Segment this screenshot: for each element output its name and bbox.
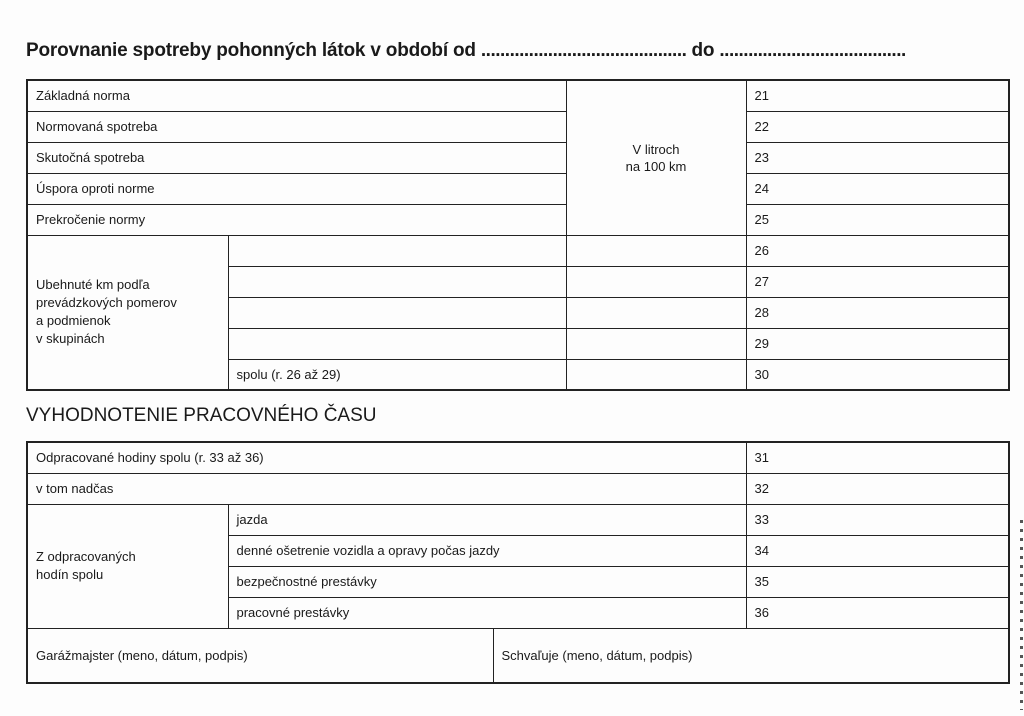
table-row bbox=[27, 235, 1009, 266]
signature-row bbox=[27, 628, 1009, 683]
row-label: Úspora oproti norme bbox=[27, 173, 566, 204]
row-label: Normovaná spotreba bbox=[27, 111, 566, 142]
km-label-line: Ubehnuté km podľa bbox=[36, 277, 150, 293]
fuel-consumption-table bbox=[26, 79, 1010, 391]
row-number[interactable]: 29 bbox=[746, 328, 1009, 359]
row-number[interactable]: 30 bbox=[746, 359, 1009, 390]
km-group-field[interactable] bbox=[228, 297, 566, 328]
row-label: Základná norma bbox=[27, 80, 566, 111]
section-heading: VYHODNOTENIE PRACOVNÉHO ČASU bbox=[26, 405, 377, 426]
row-number[interactable]: 32 bbox=[746, 473, 1009, 504]
table-row bbox=[27, 80, 1009, 111]
row-number[interactable]: 36 bbox=[746, 597, 1009, 628]
date-from-field[interactable]: ........................................... bbox=[480, 40, 687, 61]
row-number[interactable]: 22 bbox=[746, 111, 1009, 142]
row-number[interactable]: 26 bbox=[746, 235, 1009, 266]
row-label: jazda bbox=[228, 504, 746, 535]
km-label-line: a podmienok bbox=[36, 313, 111, 329]
row-number[interactable]: 21 bbox=[746, 80, 1009, 111]
table-row bbox=[27, 111, 1009, 142]
row-label: bezpečnostné prestávky bbox=[228, 566, 746, 597]
page-edge-marks bbox=[1020, 520, 1023, 710]
row-label: Prekročenie normy bbox=[27, 204, 566, 235]
unit-cell bbox=[566, 80, 746, 235]
row-number[interactable]: 27 bbox=[746, 266, 1009, 297]
km-group-field[interactable] bbox=[228, 328, 566, 359]
row-label: v tom nadčas bbox=[27, 473, 746, 504]
km-value-field[interactable] bbox=[566, 328, 746, 359]
km-label-line: v skupinách bbox=[36, 331, 105, 347]
row-label: Odpracované hodiny spolu (r. 33 až 36) bbox=[27, 442, 746, 473]
row-number[interactable]: 28 bbox=[746, 297, 1009, 328]
hours-label-line: hodín spolu bbox=[36, 567, 104, 582]
garage-master-signature-field[interactable]: Garážmajster (meno, dátum, podpis) bbox=[27, 628, 493, 683]
row-number[interactable]: 34 bbox=[746, 535, 1009, 566]
table-row bbox=[27, 442, 1009, 473]
approver-signature-field[interactable]: Schvaľuje (meno, dátum, podpis) bbox=[493, 628, 1009, 683]
km-total-label: spolu (r. 26 až 29) bbox=[228, 359, 566, 390]
hours-label-line: Z odpracovaných bbox=[36, 549, 136, 564]
km-total-field[interactable] bbox=[566, 359, 746, 390]
title-text: Porovnanie spotreby pohonných látok v období od bbox=[26, 40, 476, 61]
row-number[interactable]: 35 bbox=[746, 566, 1009, 597]
date-to-field[interactable]: ....................................... bbox=[719, 40, 906, 61]
table-row bbox=[27, 204, 1009, 235]
table-row bbox=[27, 504, 1009, 535]
km-value-field[interactable] bbox=[566, 266, 746, 297]
row-label: denné ošetrenie vozidla a opravy počas jazdy bbox=[228, 535, 746, 566]
table-row bbox=[27, 173, 1009, 204]
table-row bbox=[27, 473, 1009, 504]
form-title bbox=[26, 40, 906, 62]
km-group-field[interactable] bbox=[228, 266, 566, 297]
row-label: pracovné prestávky bbox=[228, 597, 746, 628]
unit-line: na 100 km bbox=[625, 158, 687, 174]
row-number[interactable]: 23 bbox=[746, 142, 1009, 173]
unit-line: V litroch bbox=[632, 141, 680, 157]
row-number[interactable]: 25 bbox=[746, 204, 1009, 235]
km-value-field[interactable] bbox=[566, 235, 746, 266]
km-value-field[interactable] bbox=[566, 297, 746, 328]
km-label-line: prevádzkových pomerov bbox=[36, 295, 177, 311]
to-label: do bbox=[691, 40, 715, 61]
km-group-label bbox=[27, 235, 228, 390]
worktime-table bbox=[26, 441, 1010, 684]
row-number[interactable]: 33 bbox=[746, 504, 1009, 535]
row-number[interactable]: 24 bbox=[746, 173, 1009, 204]
row-label: Skutočná spotreba bbox=[27, 142, 566, 173]
km-group-field[interactable] bbox=[228, 235, 566, 266]
table-row bbox=[27, 142, 1009, 173]
row-number[interactable]: 31 bbox=[746, 442, 1009, 473]
hours-group-label bbox=[27, 504, 228, 628]
